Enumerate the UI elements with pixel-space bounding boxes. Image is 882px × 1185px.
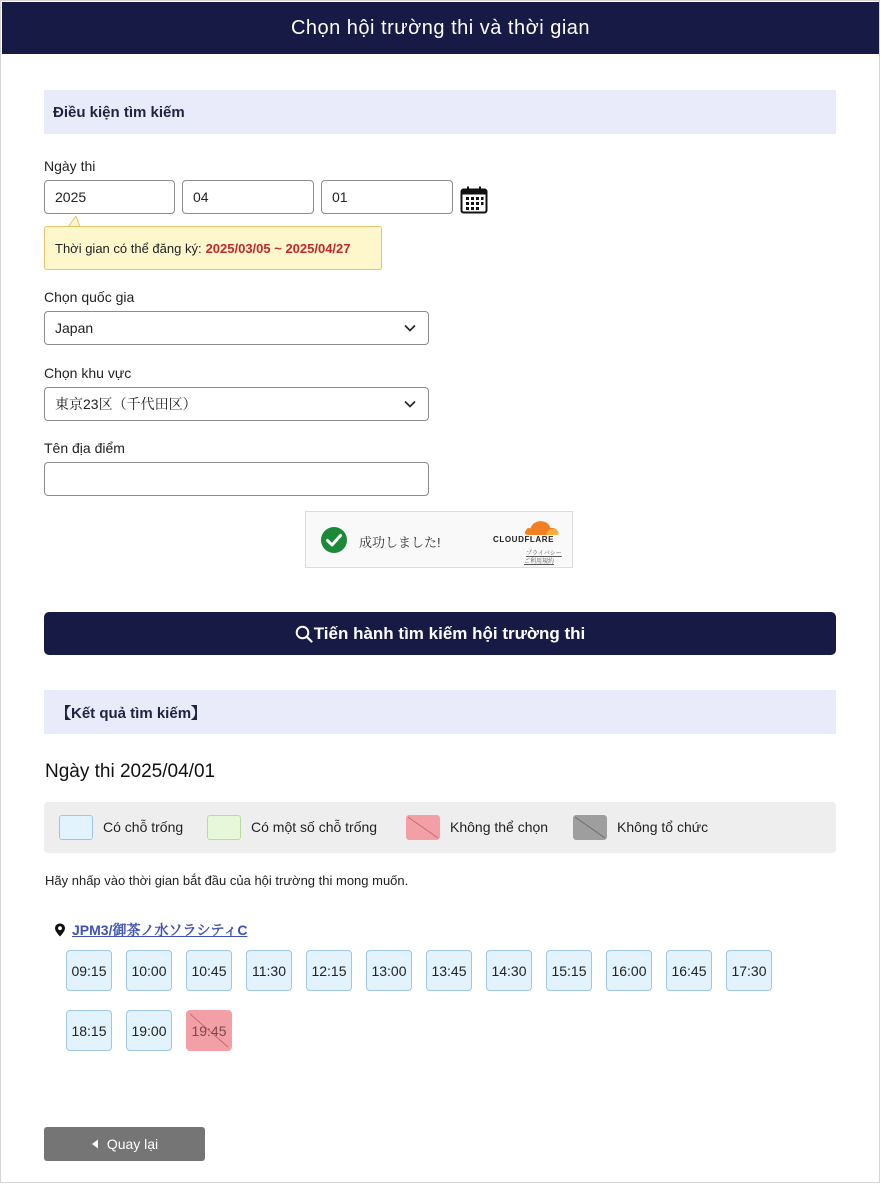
back-button-label: Quay lại bbox=[106, 1136, 159, 1152]
time-slot-label: 13:00 bbox=[371, 962, 407, 979]
time-slot-button[interactable] bbox=[606, 950, 652, 991]
country-select-value: Japan bbox=[55, 320, 94, 336]
availability-range: 2025/03/05 ~ 2025/04/27 bbox=[205, 240, 351, 256]
time-slot-button[interactable] bbox=[186, 950, 232, 991]
time-slot-label: 16:45 bbox=[671, 962, 707, 979]
captcha-privacy-link[interactable]: プライバシー bbox=[526, 551, 562, 557]
time-slot-button[interactable] bbox=[366, 950, 412, 991]
instruction-text: Hãy nhấp vào thời gian bắt đầu của hội trường thi mong muốn. bbox=[45, 873, 409, 888]
time-slot-label: 11:30 bbox=[252, 962, 286, 979]
time-slot-label: 10:45 bbox=[191, 962, 227, 979]
search-button[interactable] bbox=[44, 612, 836, 655]
legend-swatch-unavailable bbox=[406, 815, 440, 840]
exam-date-label: Ngày thi bbox=[44, 158, 96, 174]
exam-day-input[interactable] bbox=[321, 180, 453, 214]
chevron-down-icon bbox=[404, 324, 416, 332]
time-slot-button[interactable] bbox=[306, 950, 352, 991]
time-slot-label: 16:00 bbox=[611, 962, 647, 979]
time-slot-button[interactable] bbox=[726, 950, 772, 991]
search-icon bbox=[295, 625, 313, 643]
time-slot-label: 10:00 bbox=[131, 962, 167, 979]
time-slot-label: 17:30 bbox=[731, 962, 767, 979]
time-slot-button[interactable] bbox=[66, 950, 112, 991]
chevron-down-icon bbox=[404, 400, 416, 408]
page-title: Chọn hội trường thi và thời gian bbox=[290, 16, 591, 39]
caret-left-icon bbox=[91, 1139, 99, 1149]
time-slot-button[interactable] bbox=[66, 1010, 112, 1051]
legend-label-few-seats: Có một số chỗ trống bbox=[251, 819, 378, 835]
captcha-widget[interactable] bbox=[305, 511, 573, 568]
country-select[interactable] bbox=[44, 311, 429, 345]
captcha-message: 成功しました! bbox=[359, 535, 441, 550]
search-conditions-title: Điều kiện tìm kiếm bbox=[53, 103, 185, 121]
time-slot-button[interactable] bbox=[666, 950, 712, 991]
availability-tooltip bbox=[44, 226, 382, 270]
time-slot-button[interactable] bbox=[126, 950, 172, 991]
location-name-input[interactable] bbox=[44, 462, 429, 496]
exam-day-value: 01 bbox=[332, 189, 348, 205]
search-button-label: Tiến hành tìm kiếm hội trường thi bbox=[313, 623, 586, 643]
time-slot-unavailable bbox=[186, 1010, 232, 1051]
search-conditions-header bbox=[44, 90, 836, 134]
legend-swatch-few-seats bbox=[207, 815, 241, 840]
location-name-label: Tên địa điểm bbox=[44, 440, 125, 456]
results-header bbox=[44, 690, 836, 734]
back-button[interactable] bbox=[44, 1127, 205, 1161]
legend-label-available: Có chỗ trống bbox=[103, 819, 184, 835]
success-check-icon bbox=[320, 526, 348, 554]
time-slot-label: 19:00 bbox=[131, 1022, 167, 1039]
region-select[interactable] bbox=[44, 387, 429, 421]
time-slot-button[interactable] bbox=[546, 950, 592, 991]
time-slot-label: 12:15 bbox=[311, 962, 347, 979]
time-slot-label: 09:15 bbox=[71, 962, 107, 979]
results-title: 【Kết quả tìm kiếm】 bbox=[56, 704, 207, 722]
country-label: Chọn quốc gia bbox=[44, 289, 135, 305]
captcha-brand: CLOUDFLARE bbox=[493, 535, 555, 544]
exam-year-value: 2025 bbox=[55, 189, 87, 205]
time-slot-label: 18:15 bbox=[71, 1022, 107, 1039]
legend-swatch-available bbox=[59, 815, 93, 840]
legend-label-unavailable: Không thể chọn bbox=[450, 819, 549, 835]
venue-link[interactable]: JPM3/御茶ノ水ソラシティC bbox=[72, 922, 248, 938]
region-select-value: 東京23区（千代田区） bbox=[55, 396, 197, 412]
time-slot-label: 13:45 bbox=[431, 962, 467, 979]
result-date-heading: Ngày thi 2025/04/01 bbox=[45, 761, 216, 782]
map-pin-icon bbox=[54, 923, 66, 937]
time-slot-label: 19:45 bbox=[191, 1022, 227, 1039]
venue-heading bbox=[54, 920, 247, 940]
calendar-icon[interactable] bbox=[460, 186, 488, 214]
availability-prefix: Thời gian có thể đăng ký: bbox=[55, 240, 202, 256]
captcha-terms-link[interactable]: ご利用規約 bbox=[524, 559, 555, 565]
time-slot-label: 14:30 bbox=[491, 962, 527, 979]
time-slot-button[interactable] bbox=[426, 950, 472, 991]
region-label: Chọn khu vực bbox=[44, 365, 132, 381]
time-slot-button[interactable] bbox=[126, 1010, 172, 1051]
exam-year-input[interactable] bbox=[44, 180, 175, 214]
time-slot-button[interactable] bbox=[246, 950, 292, 991]
exam-month-input[interactable] bbox=[182, 180, 314, 214]
legend-label-not-held: Không tổ chức bbox=[617, 819, 709, 835]
cloudflare-logo-icon bbox=[524, 518, 560, 536]
page-header bbox=[2, 2, 879, 54]
time-slot-button[interactable] bbox=[486, 950, 532, 991]
legend-swatch-not-held bbox=[573, 815, 607, 840]
legend bbox=[44, 802, 836, 853]
exam-month-value: 04 bbox=[193, 189, 209, 205]
time-slot-label: 15:15 bbox=[551, 962, 587, 979]
